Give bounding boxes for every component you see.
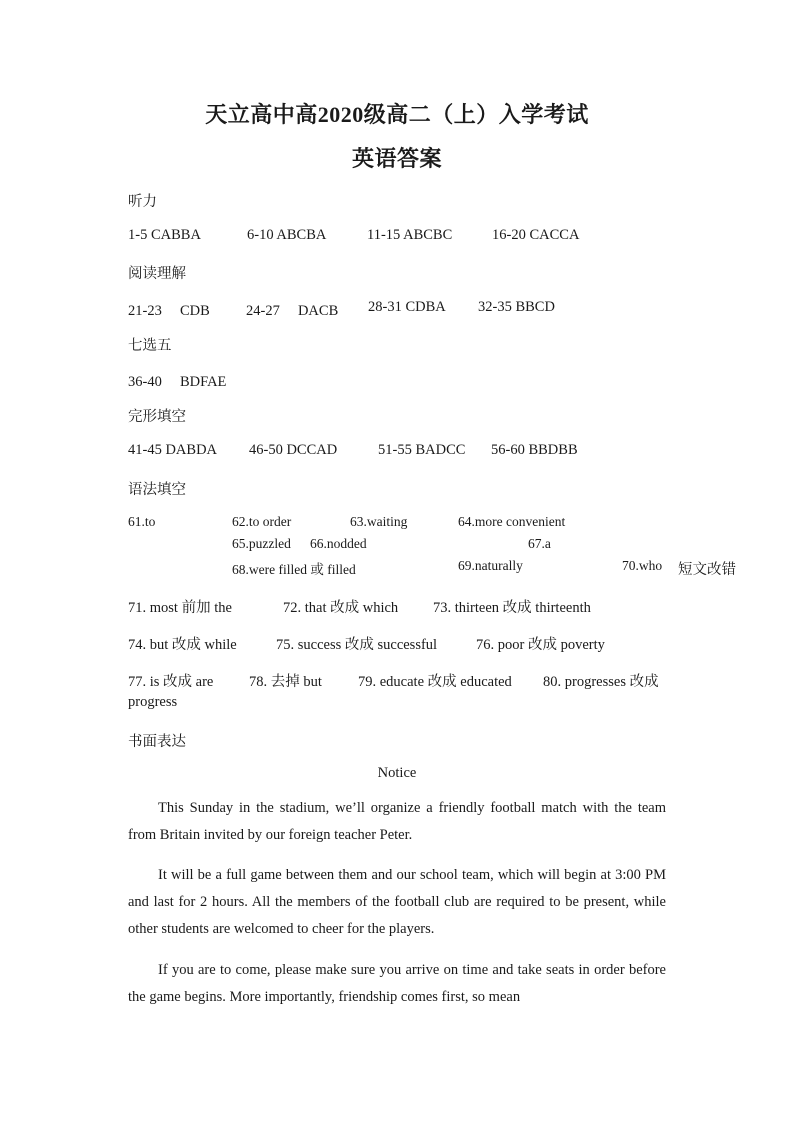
correction-answer: 76. poor 改成 poverty <box>476 637 605 653</box>
answer-group: 6-10 ABCBA <box>247 227 327 243</box>
correction-answer: 77. is 改成 are <box>128 674 214 690</box>
section-heading-cloze: 完形填空 <box>128 409 186 425</box>
answer-group: 46-50 DCCAD <box>249 442 338 458</box>
answer-group: 16-20 CACCA <box>492 227 580 243</box>
correction-answer: 80. progresses 改成 <box>543 674 659 690</box>
correction-answer: 78. 去掉 but <box>249 674 322 690</box>
essay-paragraph: It will be a full game between them and our school team, which will begin at 3:00 PM and last for 2 hours. All the members of the football club are required to be present, while other students are welcomed to cheer for the players. <box>128 867 666 937</box>
correction-answer: 74. but 改成 while <box>128 637 237 653</box>
correction-answer: 72. that 改成 which <box>283 600 399 616</box>
page-subtitle: 英语答案 <box>351 146 442 171</box>
correction-answer: 79. educate 改成 educated <box>358 674 512 690</box>
notice-title: Notice <box>377 765 417 781</box>
section-heading-correction: 短文改错 <box>678 562 736 578</box>
grammar-answer: 70.who <box>622 558 663 573</box>
answer-group: 11-15 ABCBC <box>367 227 453 243</box>
grammar-answer: 68.were filled 或 filled <box>232 562 356 577</box>
page-title: 天立高中高2020级高二（上）入学考试 <box>205 102 589 127</box>
essay-paragraph: If you are to come, please make sure you arrive on time and take seats in order before the game begins. More importantly, friendship comes first, so mean <box>128 962 666 1005</box>
answer-group: 51-55 BADCC <box>378 442 466 458</box>
answer-group: 1-5 CABBA <box>128 227 201 243</box>
correction-answer: 73. thirteen 改成 thirteenth <box>433 600 591 616</box>
answer-group: 21-23 CDB <box>128 303 210 319</box>
section-heading-seven-five: 七选五 <box>128 338 172 354</box>
answer-group: 28-31 CDBA <box>368 299 446 315</box>
answer-group: 36-40 BDFAE <box>128 374 227 390</box>
grammar-answer: 66.nodded <box>310 536 367 551</box>
grammar-answer: 65.puzzled <box>232 536 291 551</box>
correction-answer-continued: progress <box>128 694 178 710</box>
essay-paragraph: This Sunday in the stadium, we’ll organize a friendly football match with the team from Britain invited by our foreign teacher Peter. <box>128 800 666 843</box>
correction-answer: 75. success 改成 successful <box>276 637 438 653</box>
grammar-answer: 63.waiting <box>350 514 408 529</box>
answer-group: 41-45 DABDA <box>128 442 218 458</box>
section-heading-listening: 听力 <box>128 194 157 210</box>
grammar-answer: 67.a <box>528 536 551 551</box>
grammar-answer: 62.to order <box>232 514 292 529</box>
correction-answer: 71. most 前加 the <box>128 600 232 616</box>
section-heading-grammar: 语法填空 <box>128 482 186 498</box>
section-heading-reading: 阅读理解 <box>128 266 186 282</box>
answer-group: 56-60 BBDBB <box>491 442 578 458</box>
grammar-answer: 69.naturally <box>458 558 523 573</box>
grammar-answer: 64.more convenient <box>458 514 566 529</box>
answer-group: 32-35 BBCD <box>478 299 555 315</box>
answer-group: 24-27 DACB <box>246 303 339 319</box>
grammar-answer: 61.to <box>128 514 156 529</box>
section-heading-writing: 书面表达 <box>128 734 186 750</box>
